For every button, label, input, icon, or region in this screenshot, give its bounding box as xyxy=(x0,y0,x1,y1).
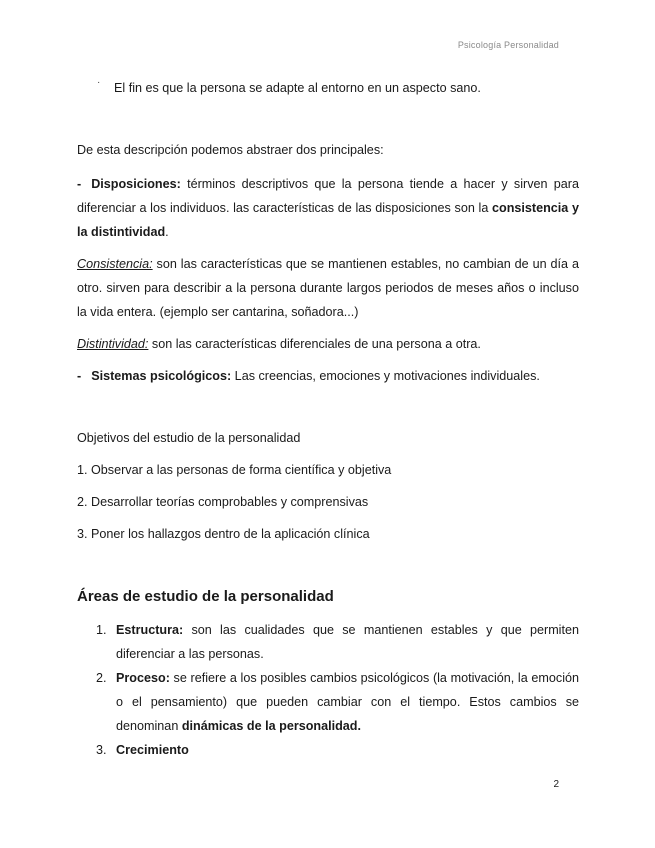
objetivos-title: Objetivos del estudio de la personalidad xyxy=(77,431,301,445)
area-term: Crecimiento xyxy=(116,743,189,757)
sistemas-paragraph xyxy=(77,364,579,388)
page-content xyxy=(77,76,579,762)
areas-heading: Áreas de estudio de la personalidad xyxy=(77,588,334,605)
area-term: Proceso: xyxy=(116,671,170,685)
areas-list-item xyxy=(77,666,579,738)
page-number: 2 xyxy=(553,779,559,790)
bullet-dot: · xyxy=(97,77,101,88)
distintividad-text: son las características diferenciales de una persona a otra. xyxy=(148,337,481,351)
areas-list xyxy=(77,618,579,762)
area-text: se refiere a los posibles cambios psicológicos (la motivación, la emoción o el pensamiento) que pueden cambiar con el tiempo. Estos cambios se denominan xyxy=(116,671,579,733)
sistemas-text: Las creencias, emociones y motivaciones individuales. xyxy=(231,369,540,383)
dash-marker: - xyxy=(77,177,82,191)
sistemas-term: Sistemas psicológicos: xyxy=(91,369,232,383)
consistencia-paragraph xyxy=(77,252,579,324)
area-text: son las cualidades que se mantienen estables y que permiten diferenciar a las personas. xyxy=(116,623,579,661)
disposiciones-bold-end: consistencia y la distintividad xyxy=(77,201,579,239)
intro-bullet-text: El fin es que la persona se adapte al entorno en un aspecto sano. xyxy=(114,81,481,95)
disposiciones-paragraph xyxy=(77,172,579,244)
list-number: 1. xyxy=(96,623,107,637)
distintividad-paragraph xyxy=(77,332,579,356)
objetivos-item: 1. Observar a las personas de forma científica y objetiva xyxy=(77,463,392,477)
area-term: Estructura: xyxy=(116,623,184,637)
page-header: Psicología Personalidad xyxy=(457,40,559,50)
list-number: 3. xyxy=(96,743,107,757)
consistencia-text: son las características que se mantienen estables, no cambian de un día a otro. sirven para describir a la persona durante largos periodos de meses años o incluso la vida entera. (ejemplo ser cantarina, soñadora...) xyxy=(77,257,579,319)
area-bold-end: dinámicas de la personalidad. xyxy=(181,719,362,733)
areas-list-item xyxy=(77,738,579,762)
disposiciones-text: términos descriptivos que la persona tiende a hacer y sirven para diferenciar a los individuos. las características de las disposiciones son la xyxy=(77,177,579,215)
dash-marker: - xyxy=(77,369,82,383)
list-number: 2. xyxy=(96,671,107,685)
distintividad-term: Distintividad: xyxy=(77,337,149,351)
disposiciones-end: . xyxy=(165,225,169,239)
abstract-paragraph: De esta descripción podemos abstraer dos principales: xyxy=(77,143,384,157)
objetivos-item: 2. Desarrollar teorías comprobables y comprensivas xyxy=(77,495,369,509)
consistencia-term: Consistencia: xyxy=(77,257,153,271)
areas-list-item xyxy=(77,618,579,666)
objetivos-item: 3. Poner los hallazgos dentro de la aplicación clínica xyxy=(77,527,370,541)
disposiciones-term: Disposiciones: xyxy=(91,177,181,191)
